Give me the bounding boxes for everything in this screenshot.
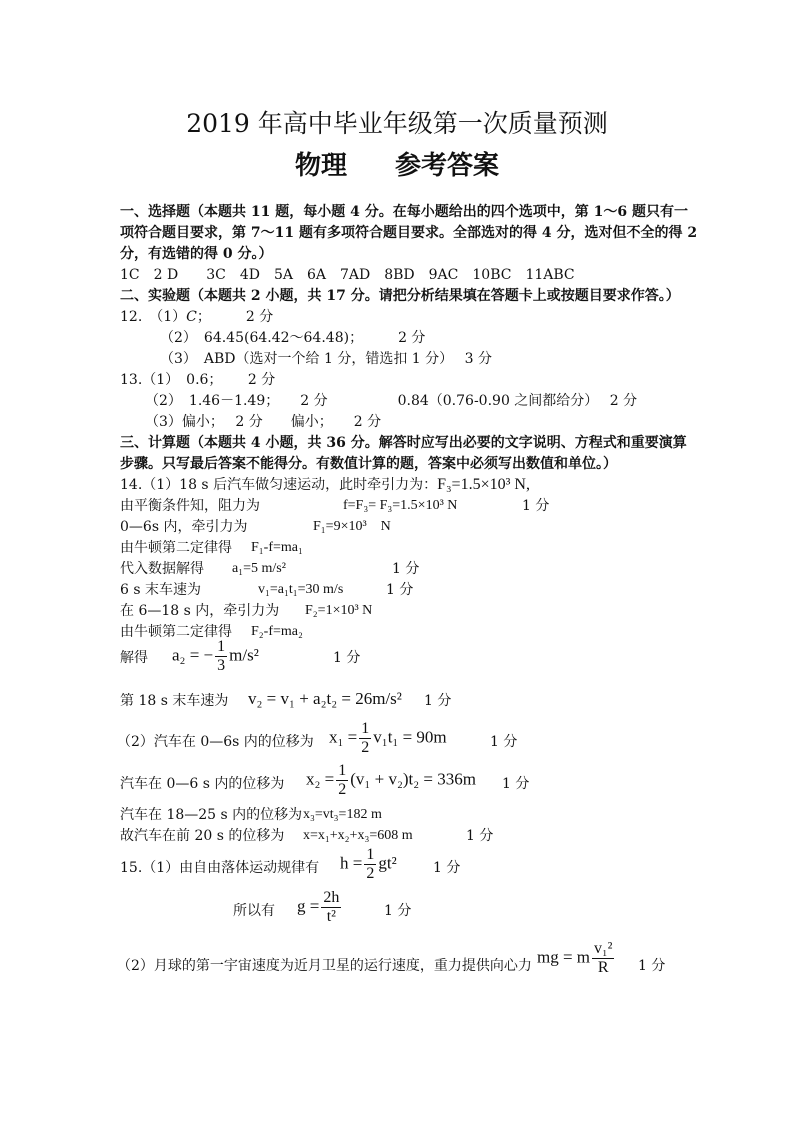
q14-line8-text: 由牛顿第二定律得 bbox=[120, 624, 232, 640]
q14-line6-text: 6 s 末车速为 bbox=[120, 582, 201, 598]
fraction: $\frac{\text{v₁²}}{R}$ bbox=[594, 940, 613, 976]
q14-line9-text: 解得 bbox=[120, 650, 148, 666]
q14-line1 bbox=[120, 475, 530, 495]
q14-line8-eq: F₂-f=ma₂ bbox=[251, 624, 303, 639]
q15-part2-score: 1 分 bbox=[384, 903, 412, 919]
q15-part3-score: 1 分 bbox=[638, 958, 666, 974]
fraction: $\frac{1}{2}$ bbox=[338, 762, 347, 798]
q14-line6-eq: v₁=a₁t₁=30 m/s bbox=[258, 582, 344, 597]
q14-line9-unit: m/s² bbox=[229, 645, 259, 665]
fraction: $\frac{1}{2}$ bbox=[366, 846, 375, 882]
document-subtitle bbox=[0, 145, 794, 182]
q14-line3-text: 0—6s 内，牵引力为 bbox=[120, 519, 248, 535]
q14-line10-eq: v₂ = v₁ + a₂t₂ = 26m/s² bbox=[248, 689, 402, 708]
q14-line3-eq: F₁=9×10³ N bbox=[313, 519, 391, 534]
q12-part1-answer: C bbox=[186, 309, 197, 325]
q14-part2-score: 1 分 bbox=[490, 734, 518, 750]
q13-part3: （3）偏小； 2 分 偏小； 2 分 bbox=[145, 414, 382, 430]
q14-line10-score: 1 分 bbox=[424, 693, 452, 709]
q14-line9-eq bbox=[172, 638, 259, 675]
q14-line2-score: 1 分 bbox=[522, 498, 550, 514]
q15-part2-text: 所以有 bbox=[233, 903, 275, 919]
q15-part2-eq: g = $\frac{2h}{\text{t²}}$ bbox=[297, 889, 340, 925]
q14-line7-eq: F₂=1×10³ N bbox=[305, 603, 373, 618]
q14-part2-text: （2）汽车在 0—6s 内的位移为 bbox=[117, 734, 314, 750]
section1-heading-line3: 分，有选错的得 0 分。） bbox=[120, 246, 273, 262]
q14-line5-text: 代入数据解得 bbox=[120, 561, 204, 577]
q14-line1-text: 14.（1）18 s 后汽车做匀速运动，此时牵引力为： bbox=[120, 477, 438, 493]
q14-line9-score: 1 分 bbox=[333, 650, 361, 666]
section3-heading-line2: 步骤。只写最后答案不能得分。有数值计算的题，答案中必须写出数值和单位。） bbox=[120, 456, 617, 472]
q14-part5-text: 故汽车在前 20 s 的位移为 bbox=[120, 828, 285, 844]
q15-part3-text: （2）月球的第一宇宙速度为近月卫星的运行速度，重力提供向心力 bbox=[117, 958, 532, 974]
q14-line2-text: 由平衡条件知，阻力为 bbox=[120, 498, 260, 514]
q12-part1-label: 12. （1） bbox=[120, 309, 187, 325]
fraction: $\frac{2h}{\text{t²}}$ bbox=[323, 889, 340, 925]
q12-part1 bbox=[120, 307, 273, 327]
q14-part2-eq: x₁ = $\frac{1}{2}$ v₁t₁ = 90m bbox=[329, 720, 447, 756]
document-title: 2019 年高中毕业年级第一次质量预测 bbox=[186, 109, 608, 138]
q14-line6-score: 1 分 bbox=[386, 582, 414, 598]
section2-heading: 二、实验题（本题共 2 小题，共 17 分。请把分析结果填在答题卡上或按题目要求作答。） bbox=[120, 288, 680, 304]
q15-part1-eq: h = $\frac{1}{2}$ gt² bbox=[340, 846, 397, 882]
q15-part3-eq: mg = m $\frac{\text{v₁²}}{R}$ bbox=[537, 940, 613, 976]
fraction: $\frac{1}{2}$ bbox=[361, 720, 370, 756]
q14-part5-eq: x=x₁+x₂+x₃=608 m bbox=[303, 828, 413, 843]
q15-part1-score: 1 分 bbox=[433, 860, 461, 876]
q15-part1-text: 15.（1）由自由落体运动规律有 bbox=[120, 860, 320, 876]
q14-line5-eq: a₁=5 m/s² bbox=[232, 561, 286, 576]
section1-heading-line1: 一、选择题（本题共 11 题，每小题 4 分。在每小题给出的四个选项中，第 1～6 题只有一 bbox=[120, 204, 688, 220]
q14-part4-eq: x₃=vt₃=182 m bbox=[303, 807, 382, 822]
subject-label: 物理 bbox=[294, 151, 347, 181]
q14-line4-eq: F₁-f=ma₁ bbox=[251, 540, 303, 555]
section3-heading-line1: 三、计算题（本题共 4 小题，共 36 分。解答时应写出必要的文字说明、方程式和重要演算 bbox=[120, 435, 687, 451]
q14-line4-text: 由牛顿第二定律得 bbox=[120, 540, 232, 556]
q14-line9-eq-left: a₂ = − bbox=[172, 645, 214, 665]
q14-line10-text: 第 18 s 末车速为 bbox=[120, 693, 229, 709]
q14-line5-score: 1 分 bbox=[392, 561, 420, 577]
q12-part1-score: ； 2 分 bbox=[196, 309, 274, 325]
q12-part3: （3） ABD（选对一个给 1 分，错选扣 1 分） 3 分 bbox=[160, 351, 492, 367]
q14-line2-eq: f=F₃= F₃=1.5×10³ N bbox=[343, 498, 458, 513]
answer-label: 参考答案 bbox=[395, 151, 500, 181]
q14-part3-text: 汽车在 0—6 s 内的位移为 bbox=[120, 776, 285, 792]
q14-line7-text: 在 6—18 s 内，牵引力为 bbox=[120, 603, 280, 619]
q14-part4-text: 汽车在 18—25 s 内的位移为 bbox=[120, 807, 303, 823]
fraction: $\frac{1}{3}$ bbox=[217, 638, 226, 674]
q13-part1: 13.（1） 0.6； 2 分 bbox=[120, 372, 276, 388]
q14-part3-score: 1 分 bbox=[502, 776, 530, 792]
section1-heading-line2: 项符合题目要求，第 7～11 题有多项符合题目要求。全部选对的得 4 分，选对但不全的得 2 bbox=[120, 225, 698, 241]
q14-line1-eq: F₃=1.5×10³ N, bbox=[437, 476, 530, 493]
choice-answers: 1C 2 D 3C 4D 5A 6A 7AD 8BD 9AC 10BC 11ABC bbox=[120, 267, 575, 283]
q12-part2: （2） 64.45(64.42～64.48)； 2 分 bbox=[160, 330, 426, 346]
q13-part2: （2） 1.46－1.49； 2 分 0.84（0.76-0.90 之间都给分） 2 分 bbox=[145, 393, 638, 409]
q14-part3-eq: x₂ = $\frac{1}{2}$ (v₁ + v₂)t₂ = 336m bbox=[306, 762, 476, 798]
q14-part5-score: 1 分 bbox=[466, 828, 494, 844]
